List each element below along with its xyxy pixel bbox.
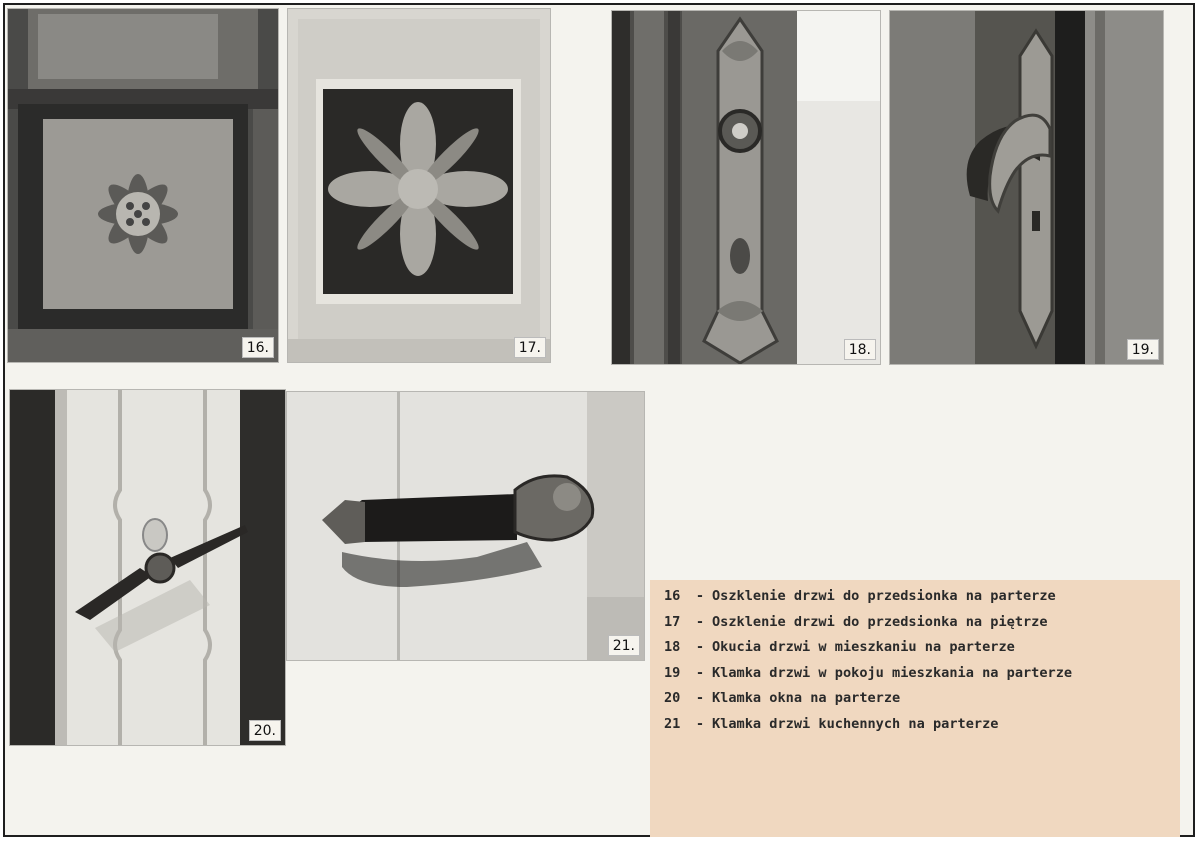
photo-18[interactable] xyxy=(612,11,880,364)
window-handle-image xyxy=(10,390,285,745)
door-escutcheon-plate-image xyxy=(612,11,880,364)
caption-line: 20 - Klamka okna na parterze xyxy=(664,690,901,707)
photo-20[interactable] xyxy=(10,390,285,745)
leaded-glass-pane-17-image xyxy=(288,9,550,362)
photo-number-label: 20. xyxy=(249,720,281,741)
caption-line: 16 - Oszklenie drzwi do przedsionka na parterze xyxy=(664,588,1056,604)
caption-line: 19 - Klamka drzwi w pokoju mieszkania na parterze xyxy=(664,664,1073,681)
caption-line: 17 - Oszklenie drzwi do przedsionka na piętrze xyxy=(664,613,1048,630)
kitchen-door-handle-image xyxy=(287,392,644,660)
leaded-glass-pane-16-image xyxy=(8,9,278,362)
photo-number-label: 21. xyxy=(608,635,640,656)
photo-number-label: 17. xyxy=(514,337,546,358)
photo-21[interactable] xyxy=(287,392,644,660)
photo-number-label: 16. xyxy=(242,337,274,358)
photo-17[interactable] xyxy=(288,9,550,362)
photo-number-label: 19. xyxy=(1127,339,1159,360)
caption-line: 18 - Okucia drzwi w mieszkaniu na parterze xyxy=(664,639,1015,656)
caption-card xyxy=(650,580,1180,837)
photo-16[interactable] xyxy=(8,9,278,362)
caption-line: 21 - Klamka drzwi kuchennych na parterze xyxy=(664,715,999,732)
door-lever-handle-image xyxy=(890,11,1163,364)
photo-19[interactable] xyxy=(890,11,1163,364)
photo-number-label: 18. xyxy=(844,339,876,360)
